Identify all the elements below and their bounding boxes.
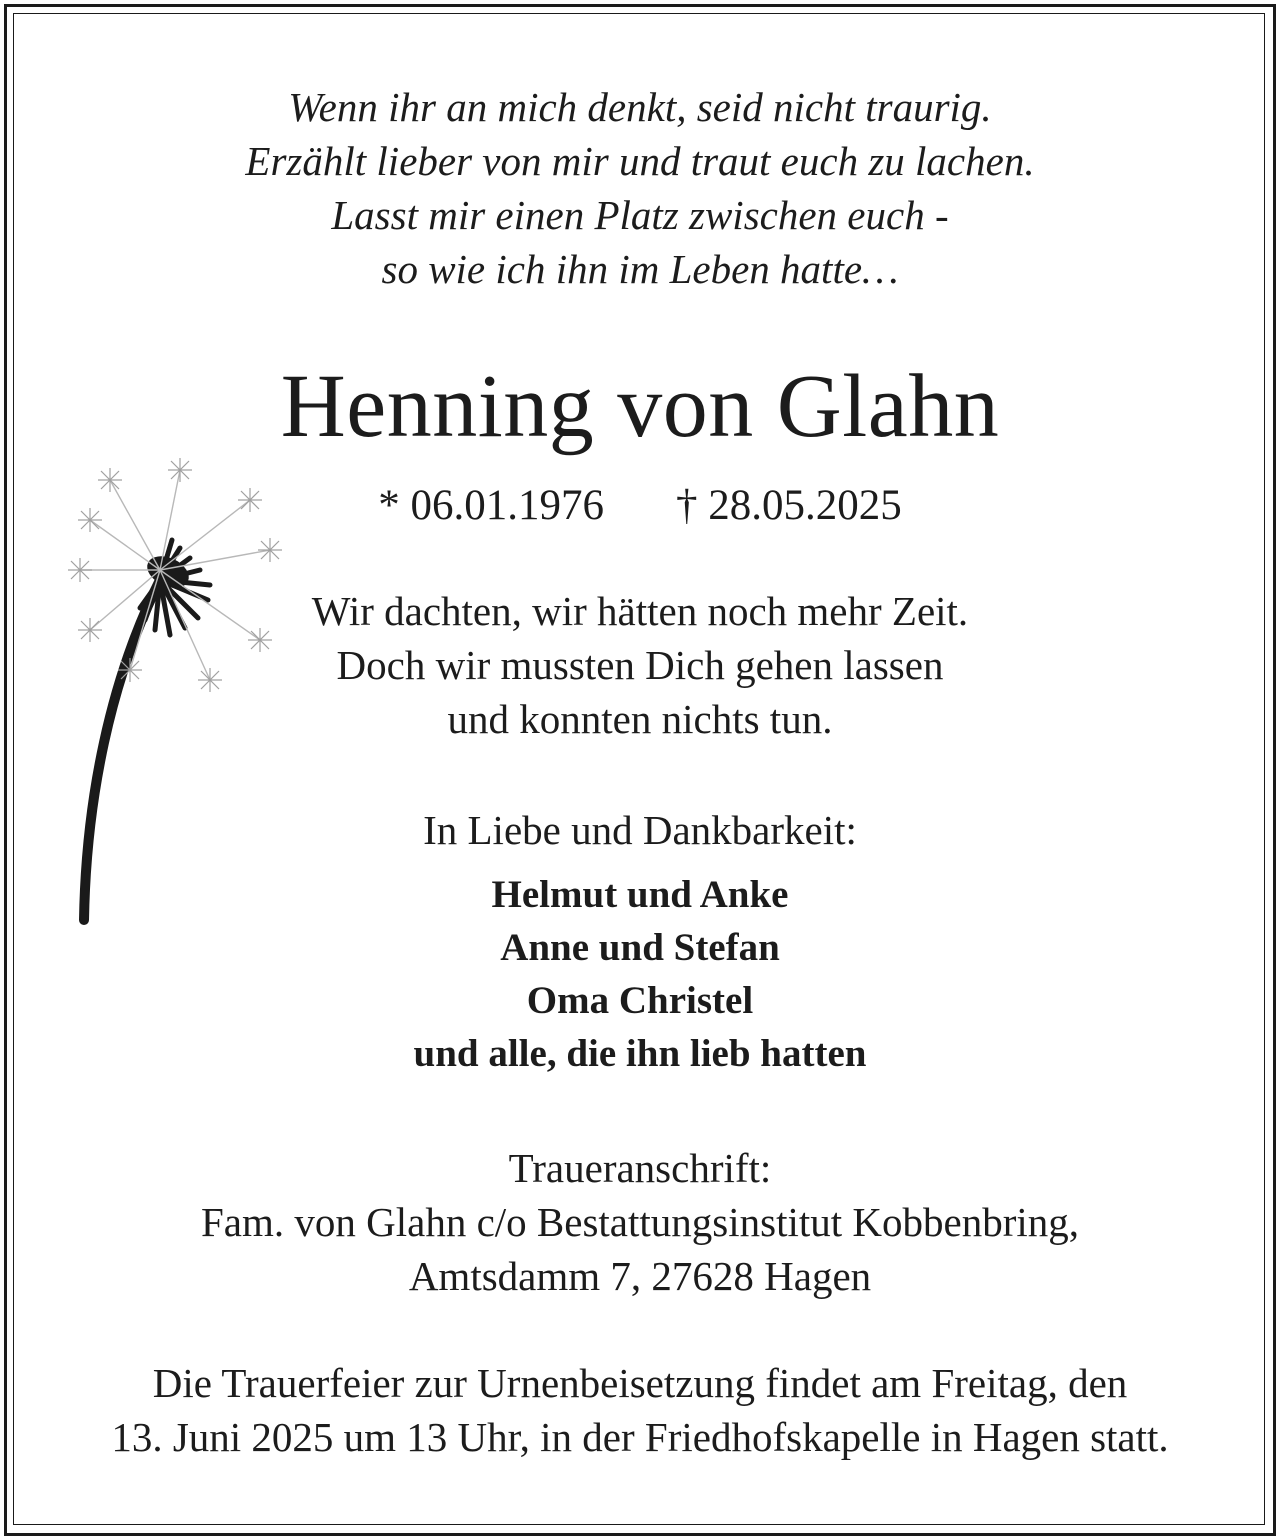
mourner-name: und alle, die ihn lieb hatten <box>413 1032 867 1075</box>
address-line: Amtsdamm 7, 27628 Hagen <box>408 1253 872 1299</box>
poem-line: Erzählt lieber von mir und traut euch zu lachen. <box>245 138 1035 184</box>
mourning-address <box>0 1141 1280 1303</box>
poem-line: Wenn ihr an mich denkt, seid nicht traurig. <box>288 84 992 130</box>
life-dates <box>0 478 1280 534</box>
ceremony-line: Die Trauerfeier zur Urnenbeisetzung findet am Freitag, den <box>152 1360 1128 1406</box>
poem-line: Lasst mir einen Platz zwischen euch - <box>331 192 949 238</box>
ceremony-info <box>0 1356 1280 1464</box>
address-line: Fam. von Glahn c/o Bestattungsinstitut Kobbenbring, <box>200 1199 1080 1245</box>
verse-line: und konnten nichts tun. <box>447 696 833 742</box>
poem-line: so wie ich ihn im Leben hatte… <box>381 246 899 292</box>
birth-date: * 06.01.1976 <box>378 482 604 529</box>
death-date: † 28.05.2025 <box>676 482 902 529</box>
mourner-name: Helmut und Anke <box>491 873 789 916</box>
mourners-intro: In Liebe und Dankbarkeit: <box>423 807 857 853</box>
mourner-name: Oma Christel <box>526 979 754 1022</box>
mourner-name: Anne und Stefan <box>500 926 780 969</box>
deceased-name: Henning von Glahn <box>280 357 1000 456</box>
mourners-list <box>0 868 1280 1080</box>
verse <box>0 584 1280 746</box>
verse-line: Wir dachten, wir hätten noch mehr Zeit. <box>311 588 969 634</box>
verse-line: Doch wir mussten Dich gehen lassen <box>336 642 944 688</box>
poem <box>0 80 1280 296</box>
ceremony-line: 13. Juni 2025 um 13 Uhr, in der Friedhofskapelle in Hagen statt. <box>111 1414 1169 1460</box>
address-label: Traueranschrift: <box>508 1145 772 1191</box>
